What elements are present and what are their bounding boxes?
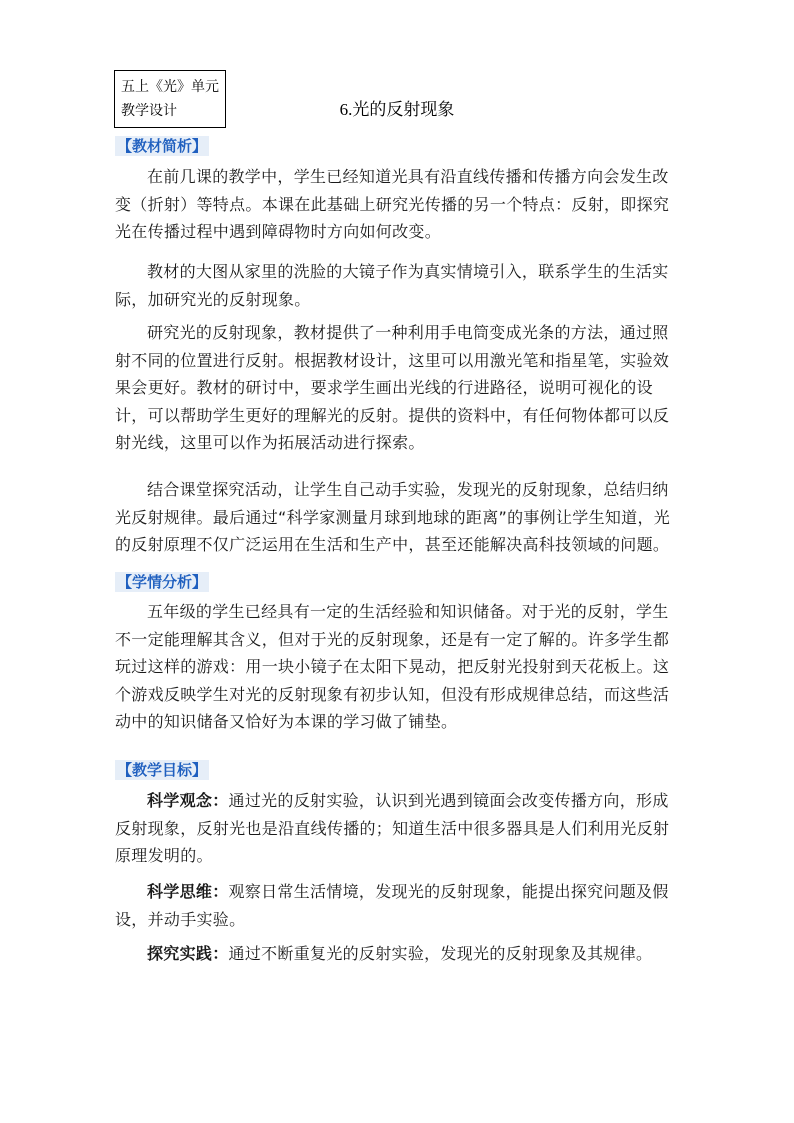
lesson-title: [0, 98, 794, 122]
textbook-paragraph-3: 研究光的反射现象，教材提供了一种利用手电筒变成光条的方法，通过照射不同的位置进行反射。根据教材设计，这里可以用激光笔和指星笔，实验效果会更好。教材的研讨中，要求学生画出光线的行进路径，说明可视化的设计，可以帮助学生更好的理解光的反射。提供的资料中，有任何物体都可以反射光线，这里可以作为拓展活动进行探索。: [115, 323, 670, 453]
students-paragraph: 五年级的学生已经具有一定的生活经验和知识储备。对于光的反射，学生不一定能理解其含义，但对于光的反射现象，还是有一定了解的。许多学生都玩过这样的游戏：用一块小镜子在太阳下晃动，把反射光投射到天花板上。这个游戏反映学生对光的反射现象有初步认知，但没有形成规律总结，而这些活动中的知识储备又恰好为本课的学习做了铺垫。: [115, 602, 670, 732]
goal-text-practice: 通过不断重复光的反射实验，发现光的反射现象及其规律。: [228, 944, 653, 963]
goal-label-thinking: 科学思维：: [147, 882, 229, 901]
unit-label: 五上《光》单元教学设计: [121, 79, 219, 119]
lesson-title-text: 光的反射现象: [352, 100, 455, 120]
textbook-paragraph-2: 教材的大图从家里的洗脸的大镜子作为真实情境引入，联系学生的生活实际，加研究光的反射现象。: [115, 262, 669, 309]
section-heading-students: 【学情分析】: [117, 573, 208, 591]
goal-label-practice: 探究实践：: [147, 944, 229, 963]
section-heading-goals: 【教学目标】: [117, 761, 208, 779]
goal-item-concept: [115, 787, 683, 870]
section-heading-textbook: 【教材简析】: [117, 137, 208, 155]
lesson-number: 6.: [339, 100, 353, 119]
goal-item-practice: [115, 940, 683, 968]
goal-item-thinking: [115, 878, 683, 933]
goal-text-thinking: 观察日常生活情境，发现光的反射现象，能提出探究问题及假设，并动手实验。: [115, 882, 669, 929]
goal-text-concept: 通过光的反射实验，认识到光遇到镜面会改变传播方向，形成反射现象，反射光也是沿直线传播的；知道生活中很多器具是人们利用光反射原理发明的。: [115, 791, 670, 866]
goal-label-concept: 科学观念：: [147, 791, 229, 810]
textbook-paragraph-4: 结合课堂探究活动，让学生自己动手实验，发现光的反射现象，总结归纳光反射规律。最后通过“科学家测量月球到地球的距离”的事例让学生知道，光的反射原理不仅广泛运用在生活和生产中，甚至还能解决高科技领域的问题。: [115, 480, 671, 555]
textbook-paragraph-1: 在前几课的教学中，学生已经知道光具有沿直线传播和传播方向会发生改变（折射）等特点。本课在此基础上研究光传播的另一个特点：反射，即探究光在传播过程中遇到障碍物时方向如何改变。: [115, 167, 670, 242]
